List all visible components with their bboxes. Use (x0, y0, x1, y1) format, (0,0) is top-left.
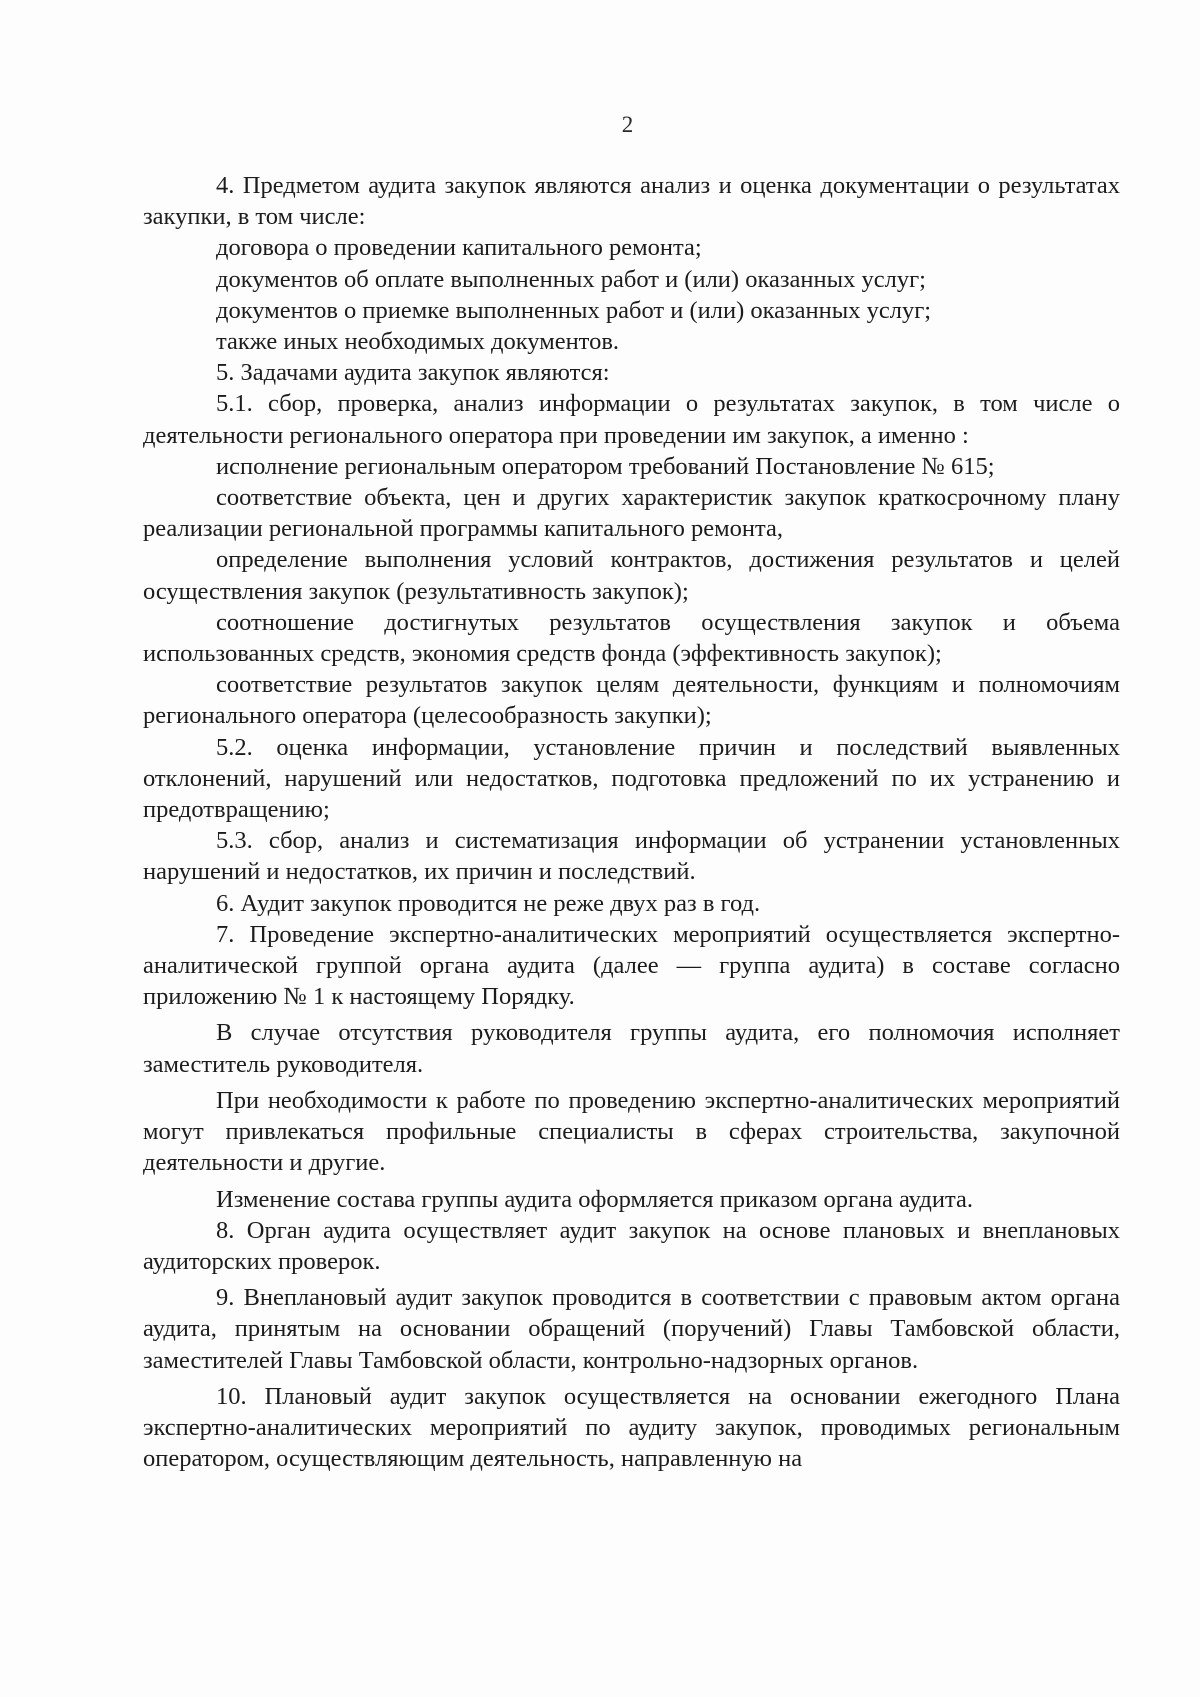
paragraph-7-specialists: При необходимости к работе по проведению экспертно-аналитических мероприятий могут привлекаться профильные специалисты в сферах строительства, закупочной деятельности и другие. (143, 1086, 1120, 1177)
list-item-other-docs: также иных необходимых документов. (216, 328, 620, 356)
paragraph-5: 5. Задачами аудита закупок являются: (216, 359, 610, 387)
document-body (143, 170, 1120, 1474)
paragraph-5-2: 5.2. оценка информации, установление причин и последствий выявленных отклонений, нарушений или недостатков, подготовка предложений по их устранению и предотвращению; (143, 733, 1120, 824)
paragraph-7-deputy: В случае отсутствия руководителя группы аудита, его полномочия исполняет заместитель руководителя. (143, 1019, 1120, 1078)
paragraph-7-composition: Изменение состава группы аудита оформляется приказом органа аудита. (216, 1185, 973, 1213)
list-item-acceptance-docs: документов о приемке выполненных работ и (или) оказанных услуг; (216, 296, 932, 324)
paragraph-10: 10. Плановый аудит закупок осуществляется на основании ежегодного Плана экспертно-аналитических мероприятий по аудиту закупок, проводимых региональным оператором, осуществляющим деятельность, направленную на (143, 1382, 1120, 1473)
list-item-effectiveness: определение выполнения условий контрактов, достижения результатов и целей осуществления закупок (результативность закупок); (143, 546, 1120, 605)
paragraph-5-3: 5.3. сбор, анализ и систематизация информации об устранении установленных нарушений и недостатков, их причин и последствий. (143, 827, 1120, 886)
page-number: 2 (621, 112, 634, 137)
paragraph-4: 4. Предметом аудита закупок являются анализ и оценка документации о результатах закупки, в том числе: (143, 172, 1120, 231)
paragraph-7: 7. Проведение экспертно-аналитических мероприятий осуществляется экспертно-аналитической группой органа аудита (далее — группа аудита) в составе согласно приложению № 1 к настоящему Порядку. (143, 920, 1120, 1011)
list-item-requirements: исполнение региональным оператором требований Постановление № 615; (216, 452, 995, 480)
paragraph-9: 9. Внеплановый аудит закупок проводится в соответствии с правовым актом органа аудита, принятым на основании обращений (поручений) Главы Тамбовской области, заместителей Главы Тамбовской области, контрольно-надзорных органов. (143, 1284, 1120, 1374)
list-item-efficiency: соотношение достигнутых результатов осуществления закупок и объема использованных средств, экономия средств фонда (эффективность закупок); (143, 608, 1120, 668)
paragraph-5-1: 5.1. сбор, проверка, анализ информации о результатах закупок, в том числе о деятельности регионального оператора при проведении им закупок, а именно : (143, 390, 1120, 449)
paragraph-8: 8. Орган аудита осуществляет аудит закупок на основе плановых и внеплановых аудиторских проверок. (143, 1216, 1120, 1275)
list-item-expediency: соответствие результатов закупок целям деятельности, функциям и полномочиям регионального оператора (целесообразность закупки); (143, 671, 1120, 730)
list-item-conformity: соответствие объекта, цен и других характеристик закупок краткосрочному плану реализации региональной программы капитального ремонта, (143, 484, 1120, 543)
list-item-payment-docs: документов об оплате выполненных работ и (или) оказанных услуг; (216, 265, 926, 293)
paragraph-6: 6. Аудит закупок проводится не реже двух раз в год. (216, 889, 761, 917)
list-item-contract: договора о проведении капитального ремонта; (216, 234, 702, 262)
